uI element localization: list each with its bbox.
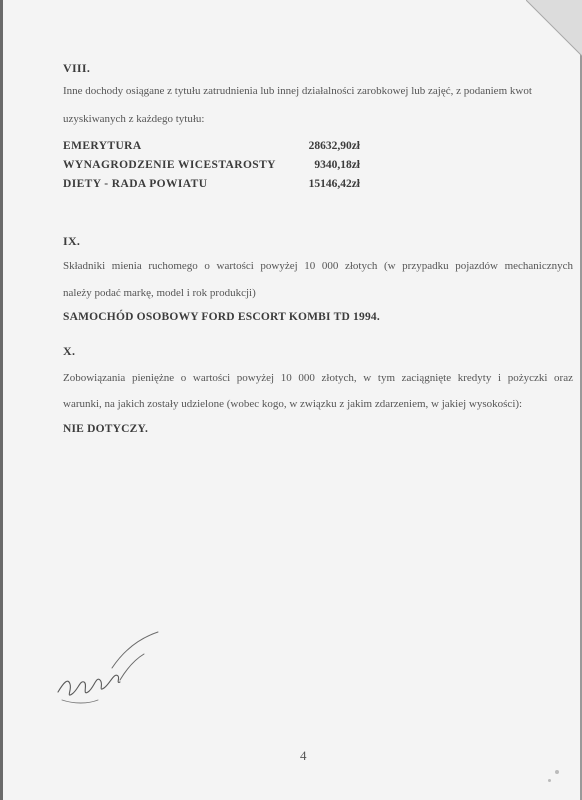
section-ix-heading: IX. — [63, 234, 81, 248]
folded-corner-icon — [526, 0, 582, 56]
income-label-diety: DIETY - RADA POWIATU — [63, 178, 208, 190]
income-amount-wynagrodzenie: 9340,18zł — [314, 159, 360, 171]
scan-speck — [548, 779, 551, 782]
section-x-text-line1: Zobowiązania pieniężne o wartości powyżej 10 000 złotych, w tym zaciągnięte kredyty i pożyczki oraz — [63, 372, 573, 384]
section-ix-answer: SAMOCHÓD OSOBOWY FORD ESCORT KOMBI TD 1994. — [63, 311, 380, 323]
page-number: 4 — [300, 748, 307, 763]
section-viii-text-line2: uzyskiwanych z każdego tytułu: — [63, 113, 205, 125]
income-amount-emerytura: 28632,90zł — [308, 140, 360, 152]
section-viii-heading: VIII. — [63, 61, 91, 75]
section-x-heading: X. — [63, 344, 76, 358]
income-label-wynagrodzenie: WYNAGRODZENIE WICESTAROSTY — [63, 159, 276, 171]
income-amount-diety: 15146,42zł — [308, 178, 360, 190]
section-x-text-line2: warunki, na jakich zostały udzielone (wobec kogo, w związku z jakim zdarzeniem, w jakiej wysokości): — [63, 398, 523, 410]
handwritten-signature — [54, 620, 164, 715]
income-label-emerytura: EMERYTURA — [63, 140, 142, 152]
scan-left-edge — [0, 0, 3, 800]
section-ix-text-line2: należy podać markę, model i rok produkcji) — [63, 287, 256, 299]
section-ix-text-line1: Składniki mienia ruchomego o wartości powyżej 10 000 złotych (w przypadku pojazdów mechanicznych — [63, 260, 573, 272]
section-viii-text-line1: Inne dochody osiągane z tytułu zatrudnienia lub innej działalności zarobkowej lub zajęć, z podaniem kwot — [63, 85, 532, 97]
section-x-answer: NIE DOTYCZY. — [63, 423, 149, 435]
scan-speck — [555, 770, 559, 774]
